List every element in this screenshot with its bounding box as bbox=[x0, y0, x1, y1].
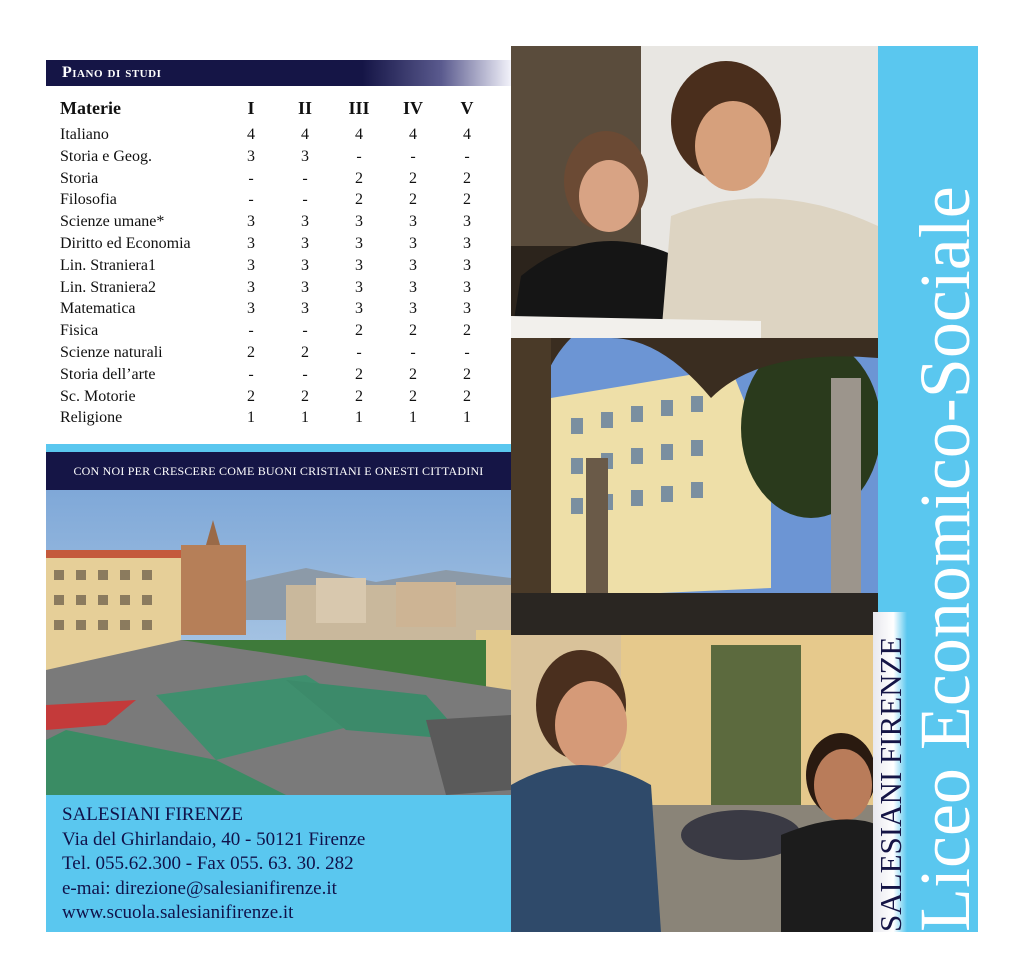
hours-cell: - bbox=[464, 343, 470, 361]
table-row bbox=[58, 364, 494, 386]
column-header-subject: Materie bbox=[60, 98, 121, 118]
hours-cell: 4 bbox=[409, 126, 417, 143]
hours-cell: 3 bbox=[355, 278, 363, 296]
plan-title: Piano di studi bbox=[62, 64, 162, 81]
subject-cell: Italiano bbox=[60, 126, 109, 143]
hours-cell: - bbox=[248, 365, 254, 383]
table-row bbox=[58, 233, 494, 255]
subject-cell: Fisica bbox=[60, 322, 99, 340]
hours-cell: 2 bbox=[409, 365, 417, 383]
contact-phone: Tel. 055.62.300 - Fax 055. 63. 30. 282 bbox=[62, 853, 354, 874]
hours-cell: 3 bbox=[301, 234, 309, 252]
hours-cell: 1 bbox=[247, 409, 255, 427]
hours-cell: 2 bbox=[247, 343, 255, 361]
table-row bbox=[58, 277, 494, 299]
hours-cell: 3 bbox=[355, 300, 363, 318]
subject-cell: Matematica bbox=[60, 300, 136, 318]
students-classroom-photo bbox=[511, 46, 878, 338]
students-outdoor-photo bbox=[511, 635, 878, 932]
hours-cell: 3 bbox=[409, 256, 417, 274]
contact-name: SALESIANI FIRENZE bbox=[62, 804, 244, 825]
subject-cell: Scienze umane* bbox=[60, 213, 165, 231]
table-row bbox=[58, 342, 494, 364]
subject-cell: Scienze naturali bbox=[60, 343, 163, 361]
table-row bbox=[58, 124, 494, 146]
hours-cell: 3 bbox=[463, 213, 471, 231]
hours-cell: - bbox=[464, 147, 470, 165]
hours-cell: 1 bbox=[301, 409, 309, 427]
table-row bbox=[58, 255, 494, 277]
table-row bbox=[58, 211, 494, 233]
hours-cell: 2 bbox=[463, 169, 471, 187]
hours-cell: 2 bbox=[409, 191, 417, 209]
subject-cell: Storia bbox=[60, 169, 99, 187]
hours-cell: - bbox=[356, 147, 362, 165]
contact-email[interactable]: e-mai: direzione@salesianifirenze.it bbox=[62, 877, 337, 899]
table-row bbox=[58, 146, 494, 168]
hours-cell: 2 bbox=[355, 169, 363, 187]
hours-cell: 2 bbox=[463, 322, 471, 340]
hours-cell: 4 bbox=[247, 126, 255, 143]
hours-cell: - bbox=[248, 169, 254, 187]
hours-cell: - bbox=[410, 147, 416, 165]
hours-cell: - bbox=[410, 343, 416, 361]
table-row bbox=[58, 298, 494, 320]
hours-cell: 3 bbox=[355, 256, 363, 274]
hours-cell: 2 bbox=[463, 365, 471, 383]
table-row bbox=[58, 386, 494, 408]
hours-cell: 3 bbox=[301, 300, 309, 318]
contact-info bbox=[46, 795, 511, 932]
hours-cell: 1 bbox=[409, 409, 417, 427]
hours-cell: 2 bbox=[409, 387, 417, 405]
column-header-year: I bbox=[247, 98, 255, 118]
hours-cell: 3 bbox=[301, 256, 309, 274]
table-header-row bbox=[58, 92, 494, 124]
vertical-subtitle: SALESIANI FIRENZE bbox=[873, 636, 908, 932]
subject-cell: Diritto ed Economia bbox=[60, 234, 191, 252]
hours-cell: 3 bbox=[463, 256, 471, 274]
hours-cell: - bbox=[248, 191, 254, 209]
plan-title-bar bbox=[46, 60, 511, 86]
hours-cell: 3 bbox=[247, 213, 255, 231]
hours-cell: 3 bbox=[247, 256, 255, 274]
hours-cell: 3 bbox=[247, 147, 255, 165]
subject-cell: Filosofia bbox=[60, 191, 117, 209]
table-row bbox=[58, 189, 494, 211]
hours-cell: 3 bbox=[355, 213, 363, 231]
subject-cell: Lin. Straniera2 bbox=[60, 278, 156, 296]
hours-cell: 2 bbox=[355, 387, 363, 405]
contact-address: Via del Ghirlandaio, 40 - 50121 Firenze bbox=[62, 828, 366, 850]
contact-website[interactable]: www.scuola.salesianifirenze.it bbox=[62, 902, 294, 923]
campus-courtyard-photo bbox=[46, 490, 511, 795]
hours-cell: 3 bbox=[301, 213, 309, 231]
hours-cell: - bbox=[302, 169, 308, 187]
hours-cell: 3 bbox=[409, 300, 417, 318]
subject-cell: Storia e Geog. bbox=[60, 147, 152, 165]
table-row bbox=[58, 320, 494, 342]
hours-cell: 3 bbox=[409, 213, 417, 231]
hours-cell: 1 bbox=[355, 409, 363, 427]
column-header-year: IV bbox=[402, 98, 423, 118]
hours-cell: - bbox=[356, 343, 362, 361]
hours-cell: - bbox=[248, 322, 254, 340]
hours-cell: 4 bbox=[301, 126, 309, 143]
hours-cell: 2 bbox=[247, 387, 255, 405]
column-header-year: V bbox=[460, 98, 474, 118]
hours-cell: 3 bbox=[247, 300, 255, 318]
column-header-year: III bbox=[348, 98, 370, 118]
hours-cell: - bbox=[302, 365, 308, 383]
hours-cell: 4 bbox=[355, 126, 363, 143]
hours-cell: 2 bbox=[355, 322, 363, 340]
hours-cell: 3 bbox=[463, 234, 471, 252]
vertical-title: Liceo Economico-Sociale bbox=[905, 186, 985, 932]
subject-cell: Lin. Straniera1 bbox=[60, 256, 156, 274]
hours-cell: 4 bbox=[463, 126, 471, 143]
hours-cell: 2 bbox=[301, 387, 309, 405]
hours-cell: 2 bbox=[409, 169, 417, 187]
hours-cell: 3 bbox=[355, 234, 363, 252]
hours-cell: 2 bbox=[409, 322, 417, 340]
hours-cell: 3 bbox=[301, 147, 309, 165]
subject-cell: Religione bbox=[60, 409, 123, 427]
table-body bbox=[58, 124, 494, 429]
hours-cell: 3 bbox=[409, 278, 417, 296]
school-arcade-photo bbox=[511, 338, 878, 635]
table-row bbox=[58, 407, 494, 429]
hours-cell: 3 bbox=[301, 278, 309, 296]
hours-cell: 2 bbox=[463, 387, 471, 405]
slogan-banner: CON NOI PER CRESCERE COME BUONI CRISTIANI E ONESTI CITTADINI bbox=[46, 444, 511, 490]
subject-cell: Sc. Motorie bbox=[60, 387, 136, 405]
hours-cell: 2 bbox=[463, 191, 471, 209]
hours-cell: 2 bbox=[301, 343, 309, 361]
hours-cell: 2 bbox=[355, 191, 363, 209]
column-header-year: II bbox=[297, 98, 312, 118]
hours-cell: 3 bbox=[463, 300, 471, 318]
subject-cell: Storia dell’arte bbox=[60, 365, 156, 383]
hours-cell: 2 bbox=[355, 365, 363, 383]
hours-cell: 3 bbox=[463, 278, 471, 296]
hours-cell: 1 bbox=[463, 409, 471, 427]
table-row bbox=[58, 168, 494, 190]
hours-cell: - bbox=[302, 322, 308, 340]
hours-cell: - bbox=[302, 191, 308, 209]
hours-cell: 3 bbox=[247, 234, 255, 252]
study-plan-table bbox=[58, 92, 494, 429]
hours-cell: 3 bbox=[409, 234, 417, 252]
hours-cell: 3 bbox=[247, 278, 255, 296]
